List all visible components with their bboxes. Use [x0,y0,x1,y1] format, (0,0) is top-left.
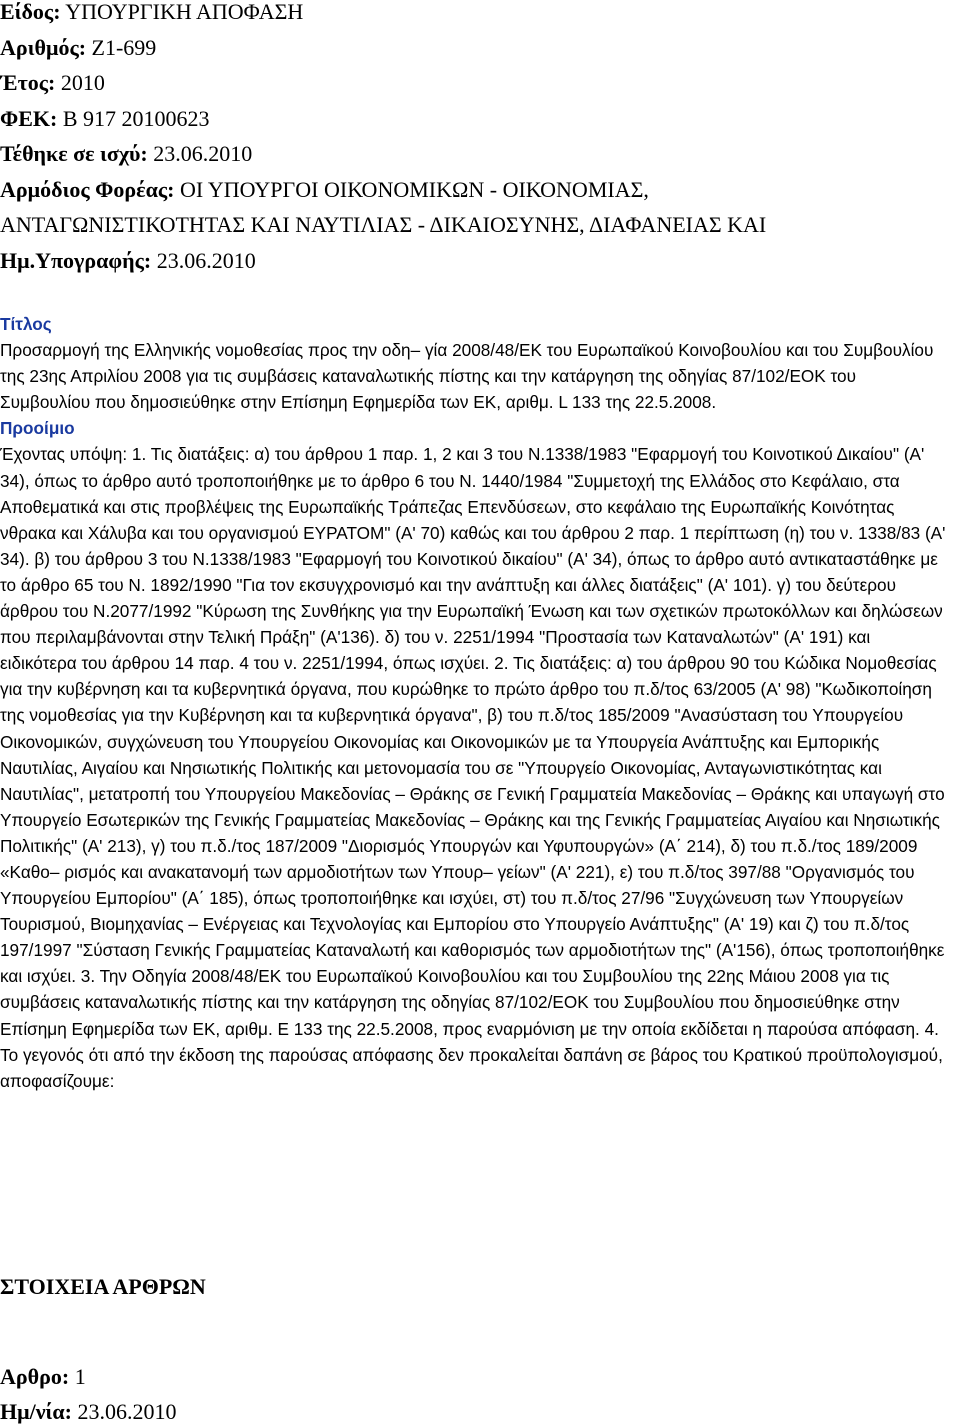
meta-number [0,30,960,66]
meta-fek-value: Β 917 20100623 [62,105,210,131]
meta-type [0,0,960,30]
meta-signature-label: Ημ.Υπογραφής: [0,247,152,273]
article-date [0,1397,176,1427]
title-heading: Τίτλος [0,314,52,334]
document-body [0,311,948,1094]
meta-number-value: Ζ1-699 [91,34,157,60]
meta-authority-value-line2: ΑΝΤΑΓΩΝΙΣΤΙΚΟΤΗΤΑΣ ΚΑΙ ΝΑΥΤΙΛΙΑΣ - ΔΙΚΑΙΟΣΥΝΗΣ, ΔΙΑΦΑΝΕΙΑΣ ΚΑΙ [0,212,767,237]
meta-fek [0,101,960,137]
meta-year [0,65,960,101]
meta-authority [0,172,960,208]
meta-year-value: 2010 [60,70,105,95]
meta-authority-label: Αρμόδιος Φορέας: [0,176,175,202]
meta-type-label: Είδος: [0,0,61,24]
article-value: 1 [74,1364,86,1389]
meta-authority-continued [0,207,960,243]
article-date-value: 23.06.2010 [77,1399,177,1424]
article-date-label: Ημ/νία: [0,1399,72,1424]
metadata-block [0,0,960,278]
meta-type-value: ΥΠΟΥΡΓΙΚΗ ΑΠΟΦΑΣΗ [65,0,304,24]
article-label: Αρθρο: [0,1364,70,1389]
meta-fek-label: ΦΕΚ: [0,105,58,131]
articles-heading: ΣΤΟΙΧΕΙΑ ΑΡΘΡΩΝ [0,1274,206,1299]
title-text: Προσαρμογή της Ελληνικής νομοθεσίας προς την οδη‒ γία 2008/48/ΕΚ του Ευρωπαϊκού Κοινοβουλίου και του Συμβουλίου της 23ης Απριλίου 2008 για τις συμβάσεις καταναλωτικής πίστης και την κατάργηση της οδηγίας 87/102/ΕΟΚ του Συμβουλίου που δημοσιεύθηκε στην Επίσημη Εφημερίδα των ΕΚ, αριθμ. L 133 της 22.5.2008. [0,340,934,413]
meta-effective-value: 23.06.2010 [153,141,253,166]
meta-effective [0,136,960,172]
meta-effective-label: Τέθηκε σε ισχύ: [0,141,148,166]
article-number [0,1362,86,1392]
meta-authority-value-line1: ΟΙ ΥΠΟΥΡΓΟΙ ΟΙΚΟΝΟΜΙΚΩΝ - ΟΙΚΟΝΟΜΙΑΣ, [179,176,649,202]
preamble-heading: Προοίμιο [0,418,75,439]
meta-signature-value: 23.06.2010 [156,247,256,273]
meta-signature [0,243,960,279]
meta-number-label: Αριθμός: [0,34,87,60]
preamble-text: Έχοντας υπόψη: 1. Τις διατάξεις: α) του άρθρου 1 παρ. 1, 2 και 3 του Ν.1338/1983 "Εφαρμογή του Κοινοτικού Δικαίου" (Α' 34), όπως το άρθρο αυτό τροποποιήθηκε με το άρθρο 6 του Ν. 1440/1984 "Συμμετοχή της Ελλάδος στο Κεφάλαιο, στα Αποθεματικά και στις προβλέψεις της Ευρωπαϊκής Τράπεζας Επενδύσεων, στο κεφάλαιο της Ευρωπαϊκής Κοινότητας νθρακα και Χάλυβα και του οργανισμού ΕΥΡΑΤΟΜ" (Α' 70) καθώς και του άρθρου 2 παρ. 1 περίπτωση (η) του ν. 1338/83 (Α' 34). β) του άρθρου 3 του Ν.1338/1983 "Εφαρμογή του Κοινοτικού δικαίου" (Α' 34), όπως το άρθρο αυτό αντικαταστάθηκε με το άρθρο 65 του Ν. 1892/1990 "Για τον εκσυγχρονισμό και την ανάπτυξη και άλλες διατάξεις" (Α' 101). γ) του δεύτερου άρθρου του Ν.2077/1992 "Κύρωση της Συνθήκης για την Ευρωπαϊκή Ένωση και των σχετικών πρωτοκόλλων και δηλώσεων που περιλαμβάνονται στην Τελική Πράξη" (Α'136). δ) του ν. 2251/1994 "Προστασία των Καταναλωτών" (Α' 191) και ειδικότερα του άρθρου 14 παρ. 4 του ν. 2251/1994, όπως ισχύει. 2. Τις διατάξεις: α) του άρθρου 90 του Κώδικα Νομοθεσίας για την κυβέρνηση και τα κυβερνητικά όργανα, που κυρώθηκε το πρώτο άρθρο του π.δ/τος 63/2005 (Α' 98) "Κωδικοποίηση της νομοθεσίας για την Κυβέρνηση και τα κυβερνητικά όργανα", β) του π.δ/τος 185/2009 "Ανασύσταση του Υπουργείου Οικονομικών, συγχώνευση του Υπουργείου Οικονομίας και Οικονομικών με τα Υπουργεία Ανάπτυξης και Εμπορικής Ναυτιλίας, Αιγαίου και Νησιωτικής Πολιτικής και μετονομασία του σε "Υπουργείο Οικονομίας, Ανταγωνιστικότητας και Ναυτιλίας", μετατροπή του Υπουργείου Μακεδονίας ‒ Θράκης σε Γενική Γραμματεία Μακεδονίας ‒ Θράκης και υπαγωγή στο Υπουργείο Εσωτερικών της Γενικής Γραμματείας Μακεδονίας ‒ Θράκης και της Γενικής Γραμματείας Αιγαίου και Νησιωτικής Πολιτικής" (Α' 213), γ) του π.δ./τος 187/2009 "Διορισμός Υπουργών και Υφυπουργών» (Α΄ 214), δ) του π.δ./τος 189/2009 «Καθο‒ ρισμός και ανακατανομή των αρμοδιοτήτων των Υπουρ‒ γείων" (Α' 221), ε) του π.δ/τος 397/88 "Οργανισμός του Υπουργείου Εμπορίου" (Α΄ 185), όπως τροποποιήθηκε και ισχύει, στ) του π.δ/τος 27/96 "Συγχώνευση των Υπουργείων Τουρισμού, Βιομηχανίας ‒ Ενέργειας και Τεχνολογίας και Εμπορίου στο Υπουργείο Ανάπτυξης" (Α' 19) και ζ) του π.δ/τος 197/1997 "Σύσταση Γενικής Γραμματείας Καταναλωτή και καθορισμός των αρμοδιοτήτων της" (Α'156), όπως τροποποιήθηκε και ισχύει. 3. Την Οδηγία 2008/48/ΕΚ του Ευρωπαϊκού Κοινοβουλίου και του Συμβουλίου της 22ης Μάιου 2008 για τις συμβάσεις καταναλωτικής πίστης και την κατάργηση της οδηγίας 87/102/ΕΟΚ του Συμβουλίου που δημοσιεύθηκε στην Επίσημη Εφημερίδα των ΕΚ, αριθμ. Ε 133 της 22.5.2008, προς εναρμόνιση με την οποία εκδίδεται η παρούσα απόφαση. 4. Το γεγονός ότι από την έκδοση της παρούσας απόφασης δεν προκαλείται δαπάνη σε βάρος του Κρατικού προϋπολογισμού, αποφασίζουμε: [0,444,946,1091]
meta-year-label: Έτος: [0,70,56,95]
